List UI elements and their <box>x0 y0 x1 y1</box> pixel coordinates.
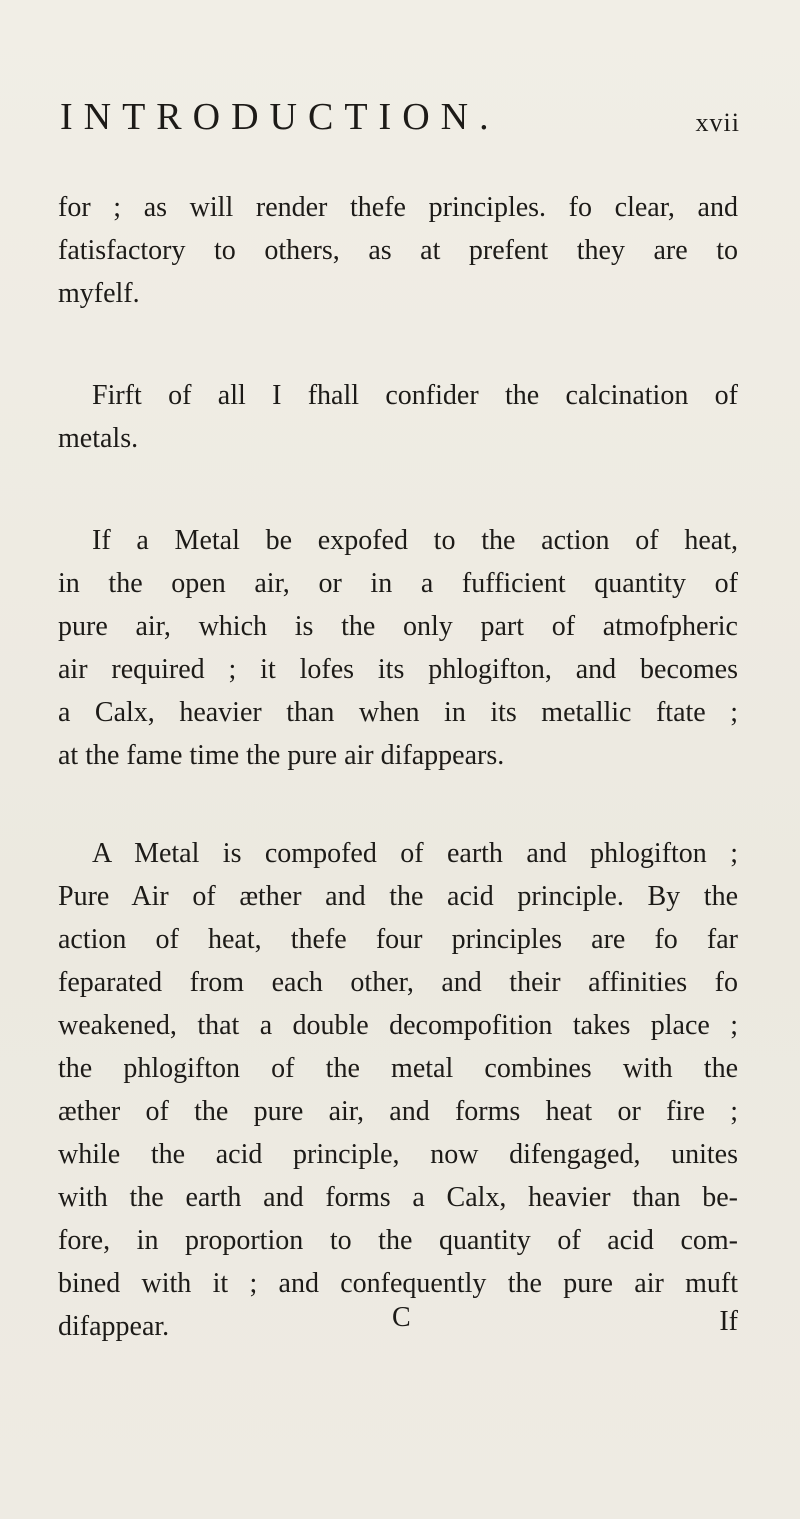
body-text <box>58 186 738 1348</box>
page-footer <box>58 1302 738 1342</box>
paragraph-line: with the earth and forms a Calx, heavier than be- <box>58 1182 738 1213</box>
paragraph-line: the phlogifton of the metal combines with the <box>58 1053 738 1084</box>
paragraph-line: difappear. <box>58 1311 170 1342</box>
paragraph-line: A Metal is compofed of earth and phlogifton ; <box>92 838 738 869</box>
paragraph-2 <box>58 374 738 460</box>
paragraph-4 <box>58 832 738 1348</box>
paragraph-line: feparated from each other, and their affinities fo <box>58 967 738 998</box>
paragraph-line: Pure Air of æther and the acid principle. By the <box>58 881 738 912</box>
paragraph-line: at the fame time the pure air difappears. <box>58 740 505 771</box>
paragraph-line: a Calx, heavier than when in its metallic ftate ; <box>58 697 738 728</box>
running-title: INTRODUCTION. <box>60 96 500 138</box>
paragraph-line: for ; as will render thefe principles. fo clear, and <box>58 192 738 223</box>
paragraph-line: weakened, that a double decompofition takes place ; <box>58 1010 738 1041</box>
paragraph-line: fore, in proportion to the quantity of acid com- <box>58 1225 738 1256</box>
page-number: xvii <box>695 108 740 137</box>
running-head <box>60 92 740 142</box>
signature-mark: C <box>392 1302 411 1333</box>
catchword: If <box>719 1306 738 1337</box>
paragraph-line: fatisfactory to others, as at prefent they are to <box>58 235 738 266</box>
paragraph-line: while the acid principle, now difengaged, unites <box>58 1139 738 1170</box>
paragraph-line: If a Metal be expofed to the action of heat, <box>92 525 738 556</box>
paragraph-line: myfelf. <box>58 278 140 309</box>
paragraph-3 <box>58 519 738 777</box>
paragraph-line: Firft of all I fhall confider the calcination of <box>92 380 738 411</box>
paragraph-line: pure air, which is the only part of atmofpheric <box>58 611 738 642</box>
paragraph-1 <box>58 186 738 315</box>
paragraph-line: in the open air, or in a fufficient quantity of <box>58 568 738 599</box>
paragraph-line: action of heat, thefe four principles are fo far <box>58 924 738 955</box>
paragraph-line: metals. <box>58 423 139 454</box>
paragraph-line: air required ; it lofes its phlogifton, and becomes <box>58 654 738 685</box>
paragraph-line: bined with it ; and confequently the pure air muft <box>58 1268 738 1299</box>
paragraph-line: æther of the pure air, and forms heat or fire ; <box>58 1096 738 1127</box>
